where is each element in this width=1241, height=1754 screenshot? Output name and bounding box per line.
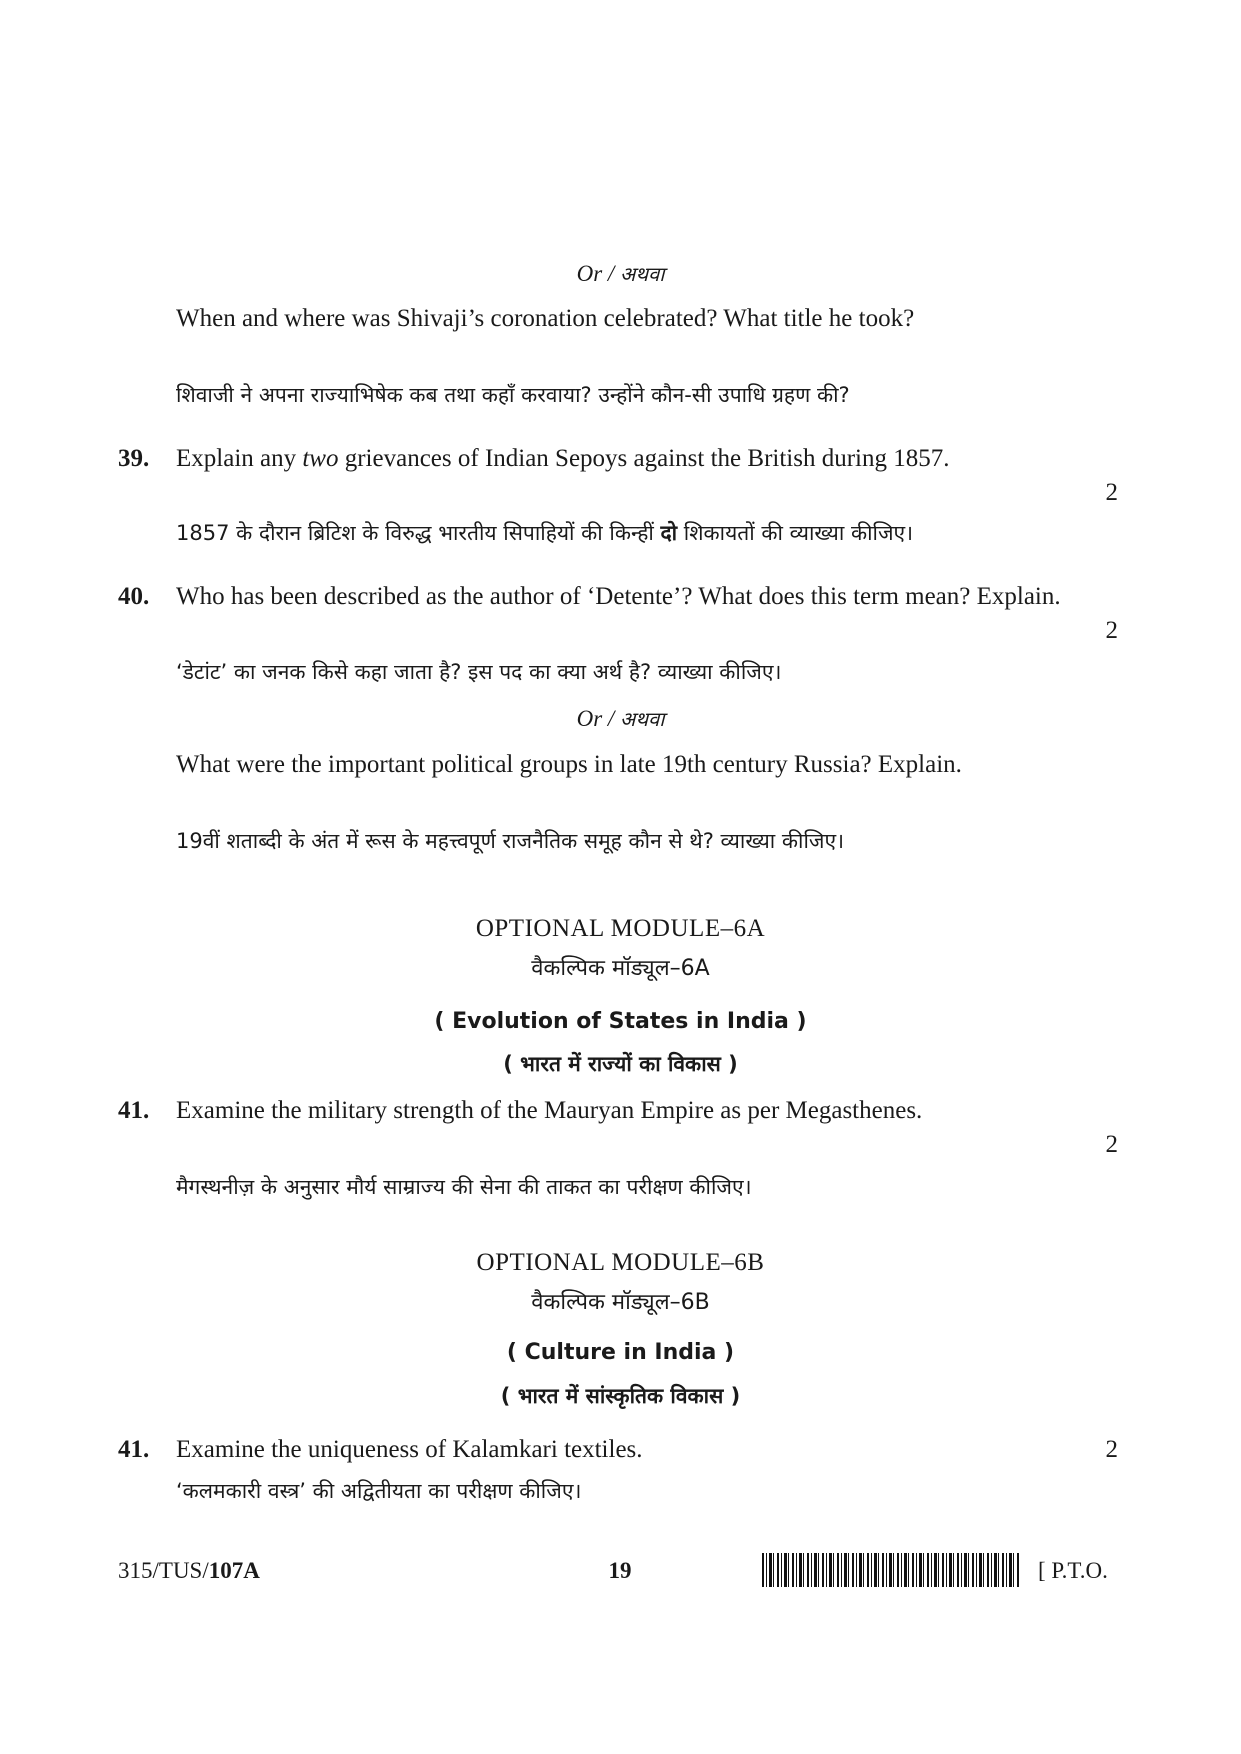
question-39-text-end: grievances of Indian Sepoys against the British during 1857. — [338, 445, 950, 472]
module-title-hindi: वैकल्पिक मॉड्यूल–6B — [531, 1290, 710, 1315]
pto-label: [ P.T.O. — [1038, 1558, 1108, 1583]
module-title: OPTIONAL MODULE–6B — [476, 1249, 765, 1276]
question-number: 41. — [118, 1097, 150, 1124]
marks-label: 2 — [1105, 1131, 1118, 1158]
module-subtitle: ( Culture in India ) — [506, 1340, 735, 1365]
question-38-alt-english: When and where was Shivaji’s coronation celebrated? What title he took? — [176, 305, 915, 332]
question-39-emphasis: two — [302, 445, 339, 472]
question-40-alt-english: What were the important political groups in late 19th century Russia? Explain. — [176, 751, 962, 778]
question-38-alt-hindi: शिवाजी ने अपना राज्याभिषेक कब तथा कहाँ करवाया? उन्होंने कौन-सी उपाधि ग्रहण की? — [176, 383, 850, 407]
question-number: 40. — [118, 583, 150, 610]
module-subtitle: ( Evolution of States in India ) — [434, 1009, 807, 1034]
page-number: 19 — [608, 1558, 632, 1583]
question-number: 41. — [118, 1436, 150, 1463]
question-41a-english: Examine the military strength of the Mauryan Empire as per Megasthenes. — [176, 1097, 923, 1124]
module-title-hindi: वैकल्पिक मॉड्यूल–6A — [531, 956, 710, 981]
module-subtitle-hindi: ( भारत में राज्यों का विकास ) — [503, 1052, 738, 1076]
module-subtitle-hindi: ( भारत में सांस्कृतिक विकास ) — [500, 1384, 741, 1408]
marks-label: 2 — [1105, 479, 1118, 506]
paper-code — [118, 1555, 260, 1587]
barcode-image — [762, 1553, 1020, 1587]
question-39-hindi-emphasis: दो — [660, 521, 678, 545]
question-41a-hindi: मैगस्थनीज़ के अनुसार मौर्य साम्राज्य की सेना की ताकत का परीक्षण कीजिए। — [176, 1175, 752, 1199]
or-label: Or — [576, 261, 603, 286]
question-41b-hindi: ‘कलमकारी वस्त्र’ की अद्वितीयता का परीक्षण कीजिए। — [176, 1479, 582, 1503]
paper-code-prefix: 315/TUS/ — [118, 1558, 209, 1583]
question-39-hindi-start: 1857 के दौरान ब्रिटिश के विरुद्ध भारतीय सिपाहियों की किन्हीं — [176, 521, 661, 545]
question-number: 39. — [118, 445, 150, 472]
question-39-english — [176, 442, 1056, 476]
or-slash: / — [602, 261, 621, 286]
question-41b-english: Examine the uniqueness of Kalamkari textiles. — [176, 1436, 643, 1463]
or-separator — [0, 258, 1241, 290]
question-39-hindi-end: शिकायतों की व्याख्या कीजिए। — [677, 521, 914, 545]
module-title: OPTIONAL MODULE–6A — [475, 915, 766, 942]
question-40-alt-hindi: 19वीं शताब्दी के अंत में रूस के महत्त्वपूर्ण राजनैतिक समूह कौन से थे? व्याख्या कीजिए। — [176, 829, 845, 853]
paper-code-set: 107A — [208, 1558, 260, 1583]
or-slash: / — [602, 706, 621, 731]
question-40-hindi: ‘डेटांट’ का जनक किसे कहा जाता है? इस पद का क्या अर्थ है? व्याख्या कीजिए। — [176, 660, 782, 684]
or-label-hindi: अथवा — [620, 707, 665, 731]
question-40-english: Who has been described as the author of ‘Detente’? What does this term mean? Explain. — [176, 583, 1061, 610]
question-39-hindi — [176, 518, 1076, 548]
marks-label: 2 — [1105, 617, 1118, 644]
or-label: Or — [576, 706, 603, 731]
question-39-text-start: Explain any — [176, 445, 303, 472]
or-separator — [0, 703, 1241, 735]
or-label-hindi: अथवा — [620, 262, 665, 286]
marks-label: 2 — [1105, 1436, 1118, 1463]
